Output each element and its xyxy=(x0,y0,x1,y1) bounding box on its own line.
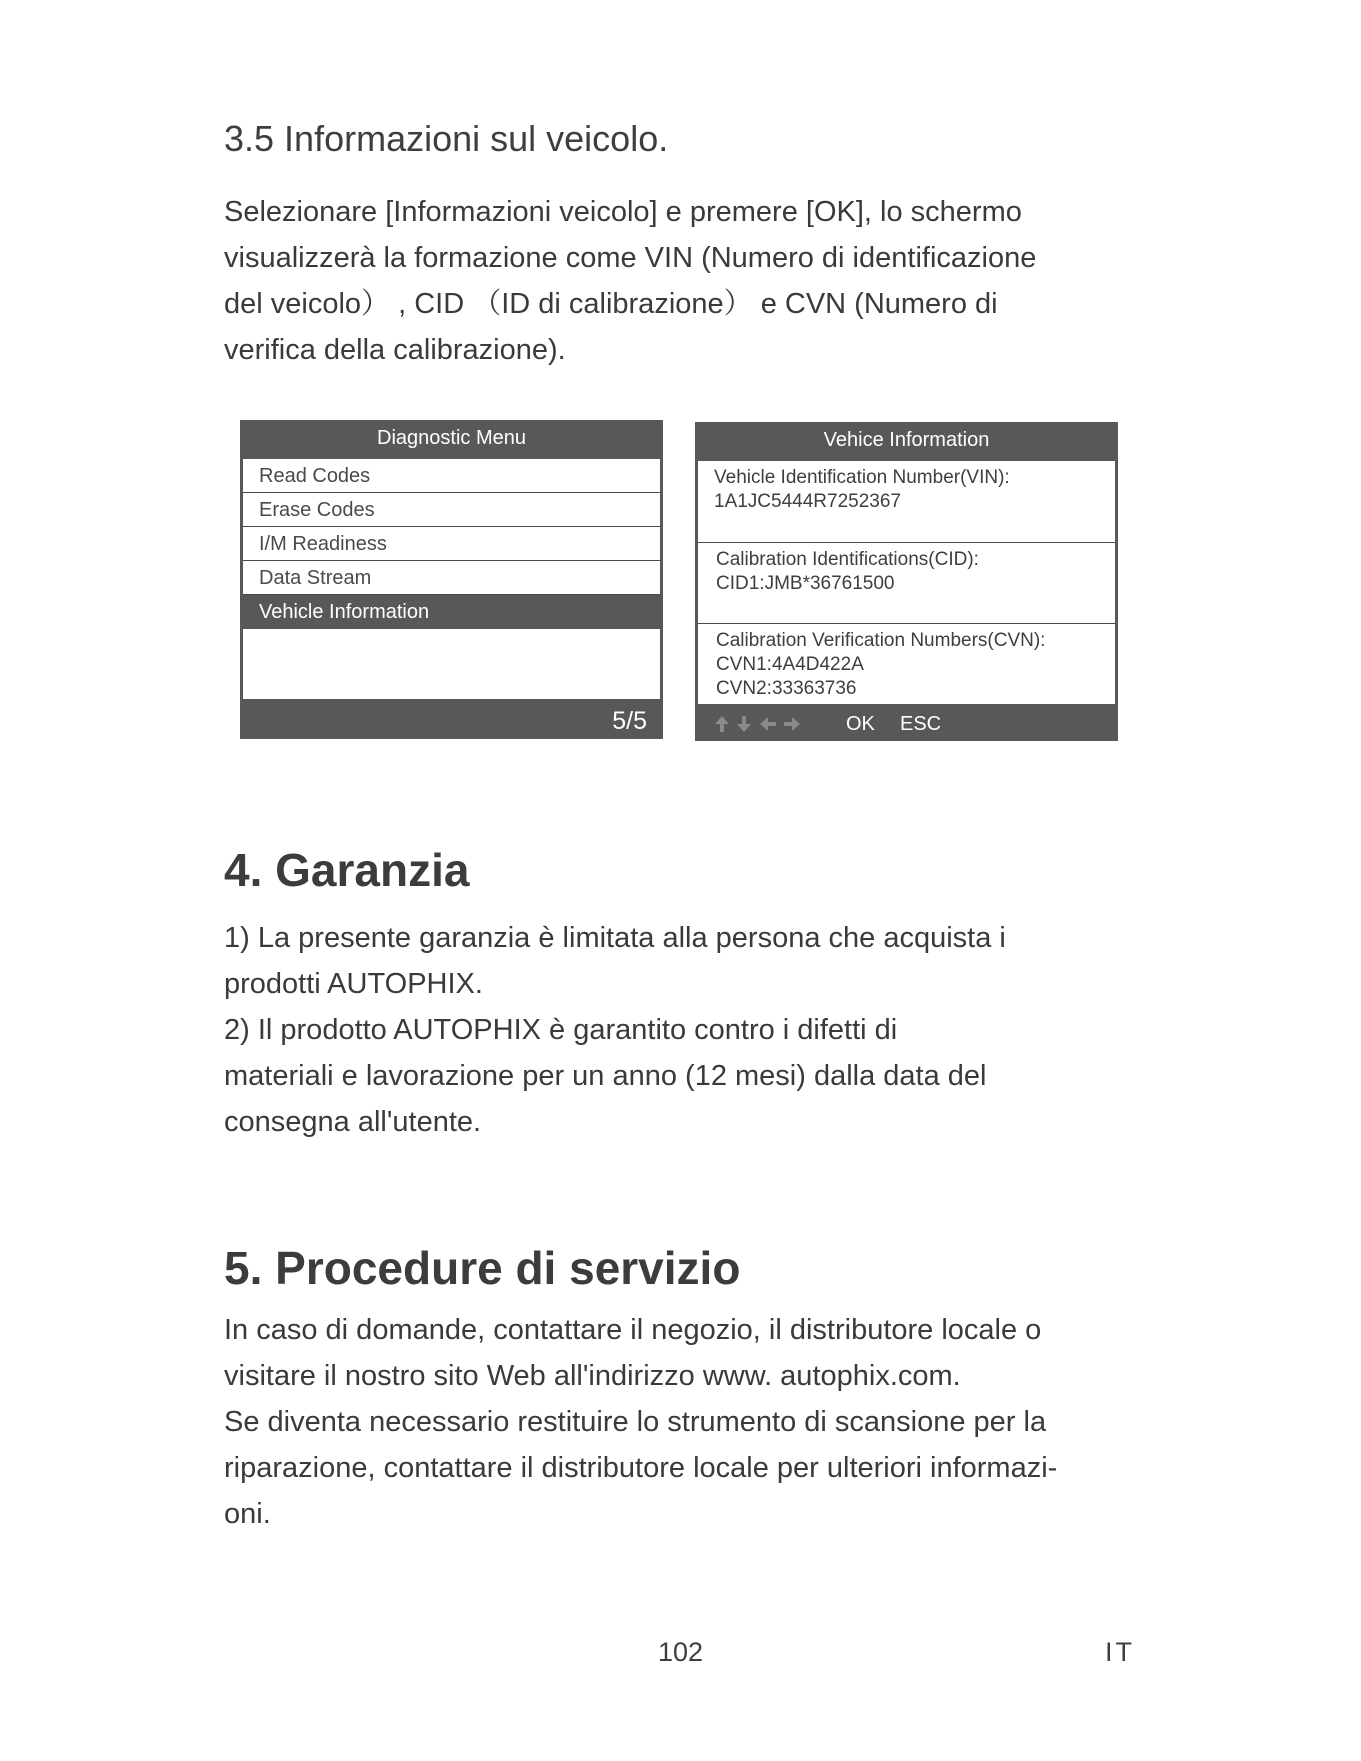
vehicle-information-footer xyxy=(695,705,1118,741)
esc-button[interactable]: ESC xyxy=(900,713,942,735)
section-4-paragraph xyxy=(224,915,1006,1145)
cid-label: Calibration Identifications(CID): xyxy=(716,549,979,570)
section-5-heading: 5. Procedure di servizio xyxy=(224,1242,741,1294)
cvn-value-2: CVN2:33363736 xyxy=(716,678,857,699)
page-indicator: 5/5 xyxy=(612,707,647,735)
paragraph-line: Se diventa necessario restituire lo strumento di scansione per la xyxy=(224,1406,1047,1438)
diagnostic-menu-footer xyxy=(240,703,663,739)
paragraph-line: In caso di domande, contattare il negozio, il distributore locale o xyxy=(224,1314,1042,1346)
diagnostic-menu-screen xyxy=(240,420,663,739)
vin-value: 1A1JC5444R7252367 xyxy=(714,491,901,512)
ok-button[interactable]: OK xyxy=(846,713,875,735)
cid-block xyxy=(698,548,1115,596)
language-code: IT xyxy=(1105,1637,1135,1667)
vin-block xyxy=(698,466,1115,514)
diagnostic-menu-title: Diagnostic Menu xyxy=(377,427,526,449)
vehicle-information-body xyxy=(698,461,1115,704)
menu-item-data-stream[interactable]: Data Stream xyxy=(243,561,660,595)
section-3-5-heading: 3.5 Informazioni sul veicolo. xyxy=(224,118,669,159)
arrow-down-icon[interactable] xyxy=(735,714,753,734)
paragraph-line: prodotti AUTOPHIX. xyxy=(224,968,483,1000)
cvn-label: Calibration Verification Numbers(CVN): xyxy=(716,630,1046,651)
cvn-value-1: CVN1:4A4D422A xyxy=(716,654,864,675)
page-number: 102 xyxy=(658,1637,704,1667)
section-5-paragraph xyxy=(224,1307,1057,1537)
paragraph-line: verifica della calibrazione). xyxy=(224,334,566,366)
arrow-left-icon[interactable] xyxy=(758,714,778,734)
paragraph-line: materiali e lavorazione per un anno (12 mesi) dalla data del xyxy=(224,1060,987,1092)
divider xyxy=(698,542,1115,543)
paragraph-line: 1) La presente garanzia è limitata alla persona che acquista i xyxy=(224,922,1006,954)
menu-item-erase-codes[interactable]: Erase Codes xyxy=(243,493,660,527)
cid-value: CID1:JMB*36761500 xyxy=(716,573,895,594)
menu-item-vehicle-information[interactable]: Vehicle Information xyxy=(243,595,660,629)
paragraph-line: visitare il nostro sito Web all'indirizzo www. autophix.com. xyxy=(224,1360,961,1392)
diagnostic-menu-list xyxy=(243,459,660,699)
paragraph-line: Selezionare [Informazioni veicolo] e premere [OK], lo schermo xyxy=(224,196,1022,228)
menu-item-im-readiness[interactable]: I/M Readiness xyxy=(243,527,660,561)
paragraph-line: oni. xyxy=(224,1498,271,1530)
vehicle-information-screen xyxy=(695,422,1118,741)
menu-item-read-codes[interactable]: Read Codes xyxy=(243,459,660,493)
navigation-arrows xyxy=(713,714,802,734)
paragraph-line: riparazione, contattare il distributore locale per ulteriori informazi- xyxy=(224,1452,1058,1484)
divider xyxy=(698,623,1115,624)
paragraph-line: 2) Il prodotto AUTOPHIX è garantito contro i difetti di xyxy=(224,1014,898,1046)
section-3-5-paragraph xyxy=(224,189,1036,373)
paragraph-line: consegna all'utente. xyxy=(224,1106,482,1138)
paragraph-line: visualizzerà la formazione come VIN (Numero di identificazione xyxy=(224,242,1037,274)
vin-label: Vehicle Identification Number(VIN): xyxy=(714,467,1010,488)
section-4-heading: 4. Garanzia xyxy=(224,844,470,896)
cvn-block xyxy=(698,629,1115,701)
arrow-right-icon[interactable] xyxy=(782,714,802,734)
arrow-up-icon[interactable] xyxy=(713,714,731,734)
vehicle-information-title: Vehice Information xyxy=(823,429,990,451)
paragraph-line: del veicolo） , CID （ID di calibrazione） e CVN (Numero di xyxy=(224,288,998,320)
